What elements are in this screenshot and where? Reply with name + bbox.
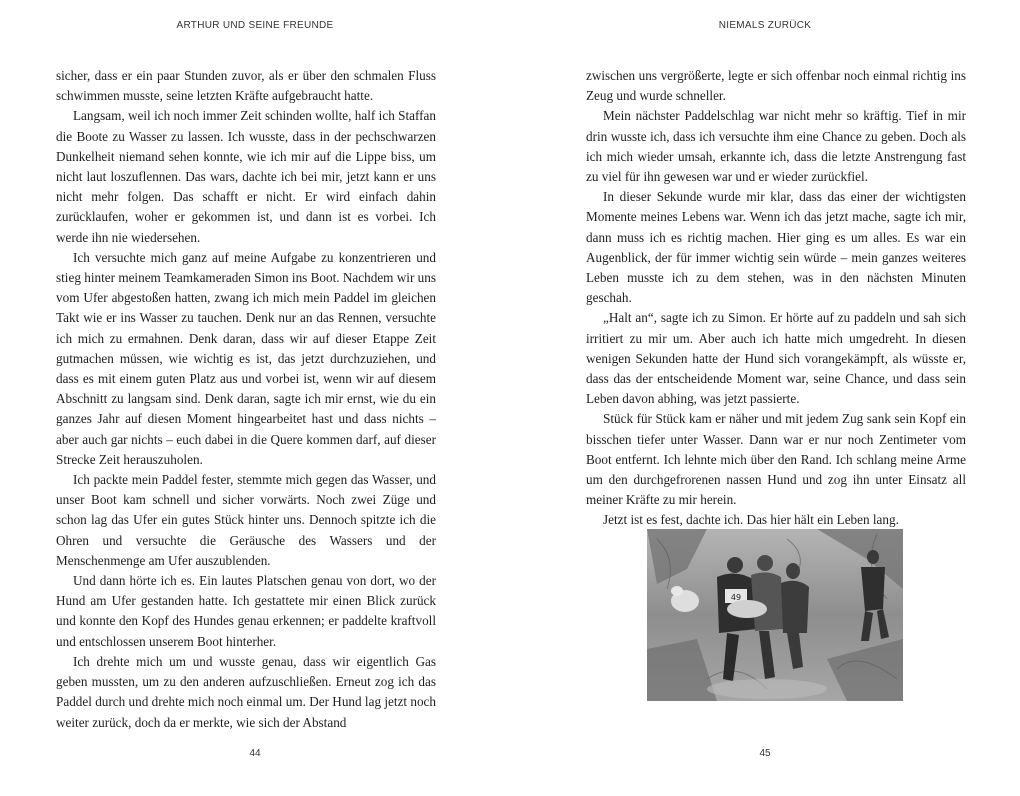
paragraph: Ich packte mein Paddel fester, stemmte mich gegen das Wasser, und unser Boot kam schnell und sicher vorwärts. Noch zwei Züge und schon lag das Ufer ein gutes Stück hinter uns. Dennoch spitzte ich die Ohren und versuchte die Geräusche des Wassers und der Menschenmenge am Ufer auszublenden. [56,472,436,568]
paragraph: Ich versuchte mich ganz auf meine Aufgabe zu konzentrieren und stieg hinter meinem Teamkameraden Simon ins Boot. Nachdem wir uns vom Ufer abgestoßen hatten, zwang ich mich mein Paddel im gleichen Takt wie er ins Wasser zu tauchen. Denk nur an das Rennen, versuchte ich mich zu ermahnen. Denk daran, dass wir auf dieser Etappe Zeit gutmachen müssen, wie wichtig es ist, das jetzt durchzuziehen, und dass es mit einem guten Platz aus und vorbei ist, wenn wir auf diesem Abschnitt zu langsam sind. Denk daran, sagte ich mir ernst, wie du ein ganzes Jahr auf diesen Moment hingearbeitet hast und dass nichts – aber auch gar nichts – euch dabei in die Quere kommen darf, auf dieser Strecke Zeit herauszuholen. [56,249,436,467]
paragraph: In dieser Sekunde wurde mir klar, dass das einer der wichtigsten Momente meines Lebens war. Wenn ich das jetzt mache, sagte ich mir, dann muss ich es richtig machen. Hier ging es um alles. Es war ein Augenblick, der für immer wichtig sein würde – mein ganzes weiteres Leben musste ich zu dem stehen, was in den nächsten Minuten geschah. [586,189,966,306]
page-number-right: 45 [759,748,771,759]
paragraph: Langsam, weil ich noch immer Zeit schinden wollte, half ich Staffan die Boote zu Wasser zu lassen. Ich wusste, dass in der pechschwarzen Dunkelheit niemand sehen konnte, wie ich mir auf die Lippe biss, um nicht laut loszuflennen. Das wars, dachte ich bei mir, jetzt kann er uns nicht mehr folgen. Das schafft er nicht. Er wird einfach dahin zurücklaufen, woher er gekommen ist, und dann ist es vorbei. Ich werde ihn nie wiedersehen. [56,108,436,245]
paragraph: „Halt an“, sagte ich zu Simon. Er hörte auf zu paddeln und sah sich irritiert zu mir um. Aber auch ich hatte mich umgedreht. In diesen wenigen Sekunden hatte der Hund sich vorangekämpft, als wüsste er, dass das der entscheidende Moment war, seine Chance, und dass sein Leben davon abhing, was jetzt passierte. [586,310,966,407]
paragraph: zwischen uns vergrößerte, legte er sich offenbar noch einmal richtig ins Zeug und wurde schneller. [586,68,966,104]
page-number-left: 44 [249,748,261,759]
paragraph: Stück für Stück kam er näher und mit jedem Zug sank sein Kopf ein bisschen tiefer unter Wasser. Dann war er nur noch Zentimeter vom Boot entfernt. Ich lehnte mich über den Rand. Ich schlang meine Arme um den durchgefrorenen nassen Hund und zog ihn unter Einsatz all meiner Kräfte zu mir herein. [586,411,966,508]
photo-racers-carrying-dog [647,529,903,701]
paragraph: Ich drehte mich um und wusste genau, dass wir eigentlich Gas geben mussten, um zu den anderen aufzuschließen. Erneut zog ich das Paddel durch und drehte mich noch einmal um. Der Hund lag jetzt noch weiter zurück, doch da er merkte, wie sich der Abstand [56,653,436,730]
paragraph: Jetzt ist es fest, dachte ich. Das hier hält ein Leben lang. [603,512,899,528]
left-body-text [56,66,436,733]
right-page [510,0,1020,796]
paragraph: sicher, dass er ein paar Stunden zuvor, als er über den schmalen Fluss schwimmen musste, seine letzten Kräfte aufgebraucht hatte. [56,68,436,104]
paragraph: Und dann hörte ich es. Ein lautes Platschen genau von dort, wo der Hund am Ufer gestanden hatte. Ich gestattete mir einen Blick zurück und konnte den Kopf des Hundes genau erkennen; er paddelte kraftvoll und entschlossen unserem Boot hinterher. [56,573,436,649]
jersey-number: 49 [730,593,742,602]
running-head-right: NIEMALS ZURÜCK [718,20,812,31]
paragraph: Mein nächster Paddelschlag war nicht mehr so kräftig. Tief in mir drin wusste ich, dass ich versuchte ihm eine Chance zu geben. Doch als ich mich wieder umsah, erkannte ich, dass die letzte Anstrengung fast zu viel für ihn gewesen war und er wieder zurückfiel. [586,108,966,185]
right-body-text [586,66,966,531]
running-head-left: ARTHUR UND SEINE FREUNDE [176,20,334,31]
photo-illustration [647,529,903,701]
